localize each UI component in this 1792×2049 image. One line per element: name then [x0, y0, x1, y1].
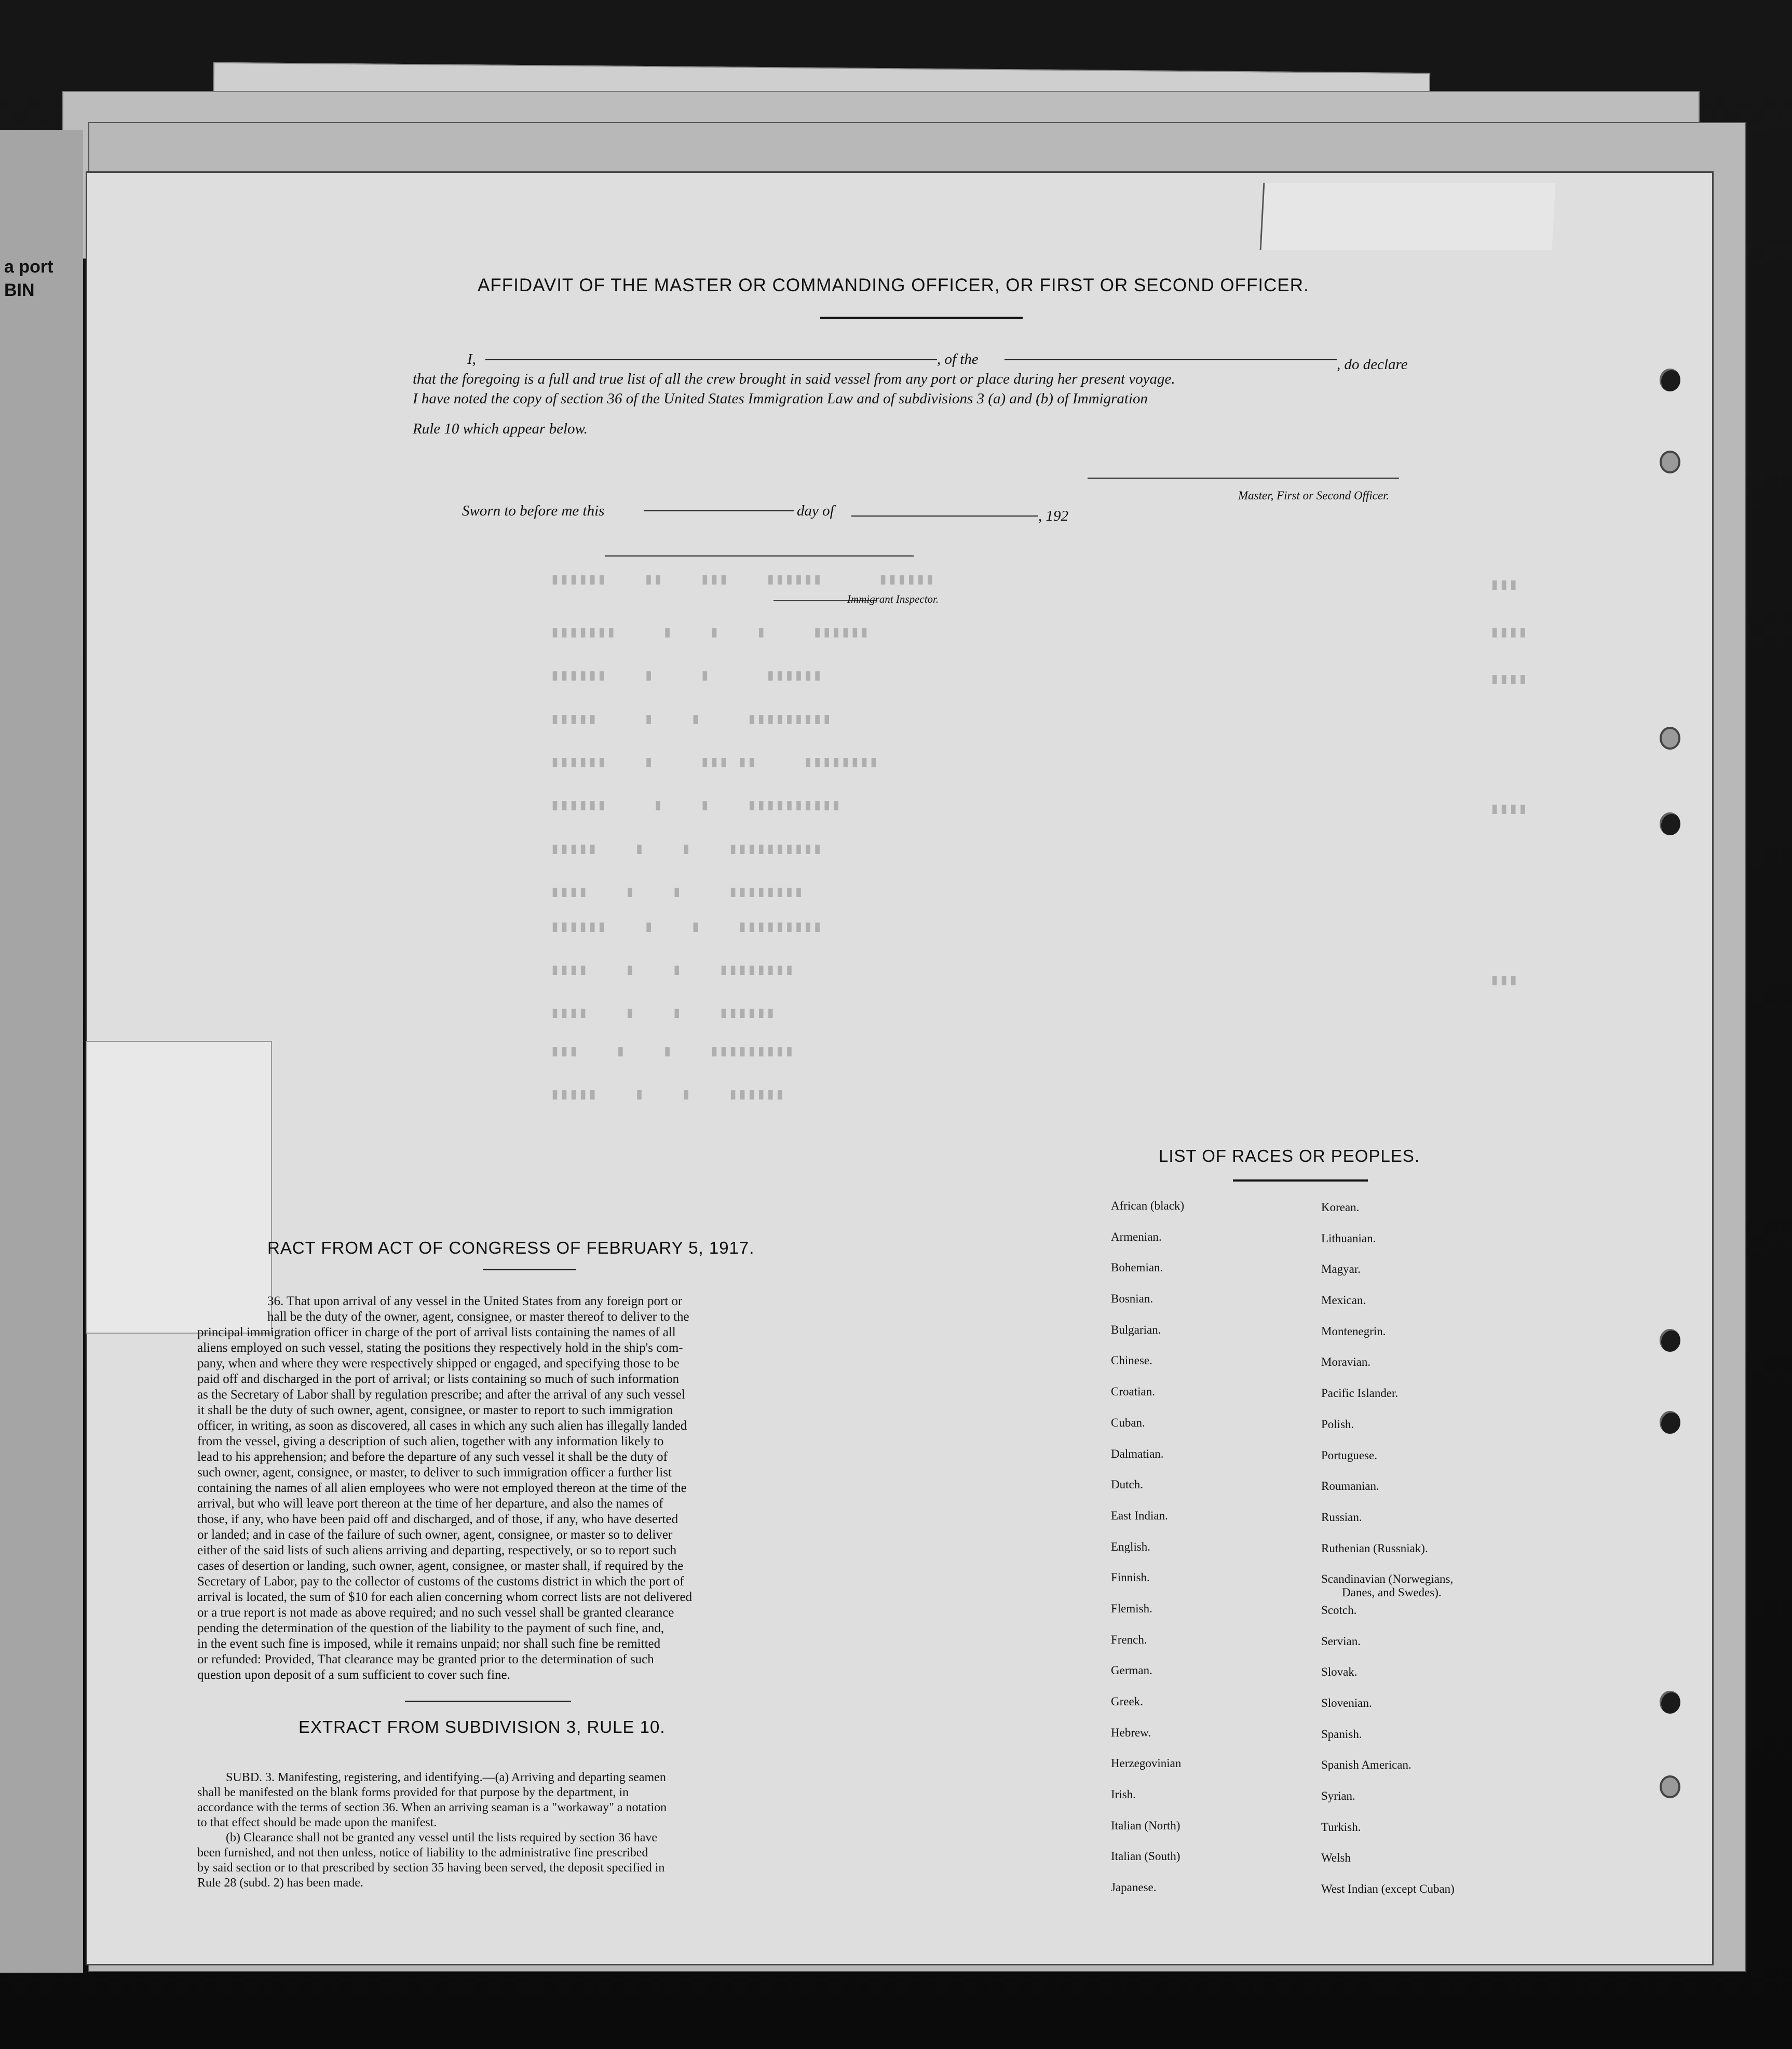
- bleed-through-mark: ▮▮▮: [1490, 971, 1518, 989]
- races-title-underline: [1233, 1179, 1368, 1182]
- act-title-underline: [483, 1269, 576, 1270]
- bleed-through-mark: ▮▮▮▮▮▮▮▮ ▮ ▮ ▮▮▮▮: [550, 883, 804, 901]
- bleed-through-mark: ▮▮▮▮▮▮▮▮▮ ▮ ▮ ▮▮▮▮▮: [550, 710, 832, 728]
- sworn-day-line[interactable]: [644, 510, 794, 511]
- race-item: Dutch.: [1111, 1478, 1143, 1491]
- punch-hole: [1660, 369, 1680, 391]
- race-item: Russian.: [1321, 1510, 1362, 1524]
- year-label: , 192: [1038, 508, 1068, 524]
- race-item: Lithuanian.: [1321, 1231, 1376, 1245]
- race-item: Spanish American.: [1321, 1758, 1411, 1772]
- race-item: Slovak.: [1321, 1665, 1357, 1679]
- act-extract-title: RACT FROM ACT OF CONGRESS OF FEBRUARY 5, 1917.: [267, 1238, 755, 1257]
- race-item-continuation: Danes, and Swedes).: [1342, 1586, 1442, 1599]
- race-item: Croatian.: [1111, 1385, 1155, 1399]
- race-item: Chinese.: [1111, 1354, 1152, 1367]
- master-signature-line[interactable]: [1088, 478, 1399, 479]
- bleed-through-mark: ▮▮▮▮▮▮▮▮▮ ▮ ▮ ▮▮▮▮▮▮: [550, 917, 822, 935]
- affidavit-line-3: Rule 10 which appear below.: [413, 420, 588, 437]
- race-item: Ruthenian (Russniak).: [1321, 1541, 1428, 1555]
- race-item: German.: [1111, 1664, 1152, 1677]
- race-item: Welsh: [1321, 1851, 1351, 1865]
- race-item: Hebrew.: [1111, 1726, 1151, 1739]
- affidavit-title: AFFIDAVIT OF THE MASTER OR COMMANDING OFFICER, OR FIRST OR SECOND OFFICER.: [478, 275, 1309, 295]
- race-item: East Indian.: [1111, 1509, 1168, 1522]
- race-item: Servian.: [1321, 1634, 1361, 1648]
- bleed-through-mark: ▮▮▮: [1490, 575, 1518, 593]
- sworn-label: Sworn to before me this: [462, 503, 605, 519]
- race-item: Turkish.: [1321, 1820, 1361, 1834]
- punch-hole: [1660, 1329, 1680, 1352]
- race-item: Portuguese.: [1321, 1448, 1377, 1462]
- race-item: Greek.: [1111, 1695, 1143, 1708]
- race-item: Italian (North): [1111, 1819, 1180, 1832]
- punch-hole: [1660, 1775, 1680, 1798]
- races-right-column: [1321, 1201, 1455, 1914]
- inspector-signature-line[interactable]: [605, 555, 914, 557]
- race-item: Herzegovinian: [1111, 1757, 1182, 1770]
- master-caption: Master, First or Second Officer.: [1238, 489, 1390, 502]
- bleed-through-mark: ▮▮▮▮▮▮▮▮▮ ▮ ▮ ▮▮▮: [550, 1042, 794, 1060]
- bleed-through-mark: ▮▮▮▮: [1490, 799, 1528, 818]
- race-item: Flemish.: [1111, 1602, 1152, 1615]
- race-item: Spanish.: [1321, 1727, 1362, 1741]
- rule-10-text: SUBD. 3. Manifesting, registering, and identifying.—(a) Arriving and departing seamen shall be manifested on the blank forms provided for that purpose by the department, in accordance with the terms of section 36. When an arriving seaman is a "workaway" a notation to that effect should be made upon the manifest. (b) Clearance shall not be granted any vessel until the lists required by section 36 have been furnished, and not then unless, notice of liability to the administrative fine prescribed by said section or to that prescribed by section 35 having been served, the deposit specified in Rule 28 (subd. 2) has been made.: [197, 1771, 667, 1890]
- race-item: Roumanian.: [1321, 1480, 1379, 1493]
- margin-fragment: BIN: [4, 280, 35, 300]
- punch-hole: [1660, 1411, 1680, 1434]
- inspector-caption: Immigrant Inspector.: [847, 593, 939, 605]
- bleed-through-mark: ▮▮▮▮: [1490, 623, 1528, 641]
- race-item: Finnish.: [1111, 1571, 1150, 1584]
- bleed-through-mark: ▮▮▮▮▮▮ ▮ ▮ ▮▮▮▮: [550, 1003, 776, 1022]
- race-item: Scotch.: [1321, 1603, 1357, 1617]
- day-of-label: day of: [797, 503, 834, 519]
- margin-fragment: a port: [4, 257, 53, 277]
- bleed-through-mark: ▮▮▮▮▮▮ ▮▮▮▮▮▮ ▮▮▮ ▮▮ ▮▮▮▮▮▮: [550, 570, 935, 588]
- race-item: Slovenian.: [1321, 1697, 1372, 1709]
- bleed-through-mark: ▮▮▮▮: [1490, 670, 1528, 688]
- race-item: Bulgarian.: [1111, 1323, 1161, 1336]
- section-divider: [405, 1701, 571, 1702]
- punch-hole: [1660, 451, 1680, 473]
- bleed-through-mark: ▮▮▮▮▮▮▮▮▮▮ ▮ ▮ ▮▮▮▮▮: [550, 839, 822, 858]
- race-item: English.: [1111, 1540, 1151, 1553]
- race-item-line: Scandinavian (Norwegians,: [1321, 1572, 1454, 1586]
- race-item: Bosnian.: [1111, 1292, 1153, 1306]
- race-item: Mexican.: [1321, 1294, 1366, 1307]
- race-item: Bohemian.: [1111, 1261, 1163, 1274]
- race-item: Italian (South): [1111, 1850, 1180, 1863]
- race-item: [1321, 1572, 1455, 1604]
- name-blank-line[interactable]: [485, 359, 937, 360]
- of-the-label: , of the: [937, 351, 979, 368]
- race-item: Pacific Islander.: [1321, 1387, 1399, 1400]
- affidavit-i-label: I,: [467, 351, 476, 368]
- race-item: Syrian.: [1321, 1789, 1355, 1803]
- bleed-through-mark: ▮▮▮▮▮▮ ▮ ▮ ▮▮▮▮▮: [550, 1085, 785, 1103]
- bleed-through-mark: ▮▮▮▮▮▮ ▮ ▮ ▮▮▮▮▮▮: [550, 666, 822, 684]
- vessel-blank-line[interactable]: [1004, 359, 1337, 360]
- race-item: Armenian.: [1111, 1230, 1162, 1243]
- race-item: Magyar.: [1321, 1263, 1361, 1276]
- race-item: Japanese.: [1111, 1881, 1157, 1894]
- race-item: Polish.: [1321, 1417, 1354, 1431]
- race-item: West Indian (except Cuban): [1321, 1882, 1455, 1896]
- left-margin-strip: [0, 130, 83, 1973]
- do-declare-label: , do declare: [1337, 356, 1408, 373]
- race-item: Montenegrin.: [1321, 1324, 1386, 1338]
- race-item: Irish.: [1111, 1788, 1136, 1801]
- punch-hole: [1660, 727, 1680, 750]
- bleed-through-mark: ▮▮▮▮▮▮▮▮ ▮ ▮ ▮▮▮▮: [550, 960, 794, 979]
- bleed-through-mark: ▮▮▮▮▮▮ ▮ ▮ ▮ ▮▮▮▮▮▮▮: [550, 623, 870, 641]
- race-item: Cuban.: [1111, 1416, 1145, 1429]
- punch-hole: [1660, 1691, 1680, 1714]
- rule-extract-title: EXTRACT FROM SUBDIVISION 3, RULE 10.: [298, 1717, 666, 1736]
- paper-patch: [86, 1041, 272, 1334]
- race-item: Moravian.: [1321, 1355, 1371, 1369]
- title-underline: [820, 317, 1023, 319]
- bleed-through-mark: ▮▮▮▮▮▮▮▮▮▮ ▮ ▮ ▮▮▮▮▮▮: [550, 796, 841, 814]
- page-tab: [1260, 183, 1556, 250]
- race-item: Korean.: [1321, 1201, 1360, 1214]
- act-section-36-text: 36. That upon arrival of any vessel in the United States from any foreign port or hall be the duty of the owner, agent, consignee, or master thereof to deliver to the principal immigration officer in charge of the port of arrival lists containing the names of all aliens employed on such vessel, stating the positions they respectively hold in the ship's com- pany, when and where they were respectively shipped or engaged, and specifying those to be paid off and discharged in the port of arrival; or lists containing so much of such information as the Secretary of Labor shall by regulation prescribe; and after the arrival of any such vessel it shall be the duty of such owner, agent, consignee, or master to report to such immigration officer, in writing, as soon as discovered, all cases in which any such alien has illegally landed from the vessel, giving a description of such alien, together with any information likely to lead to his apprehension; and before the departure of any such vessel it shall be the duty of such owner, agent, consignee, or master, to deliver to such immigration officer a further list containing the names of all alien employees who were not employed thereon at the time of the arrival, but who will leave port thereon at the time of her departure, and also the names of those, if any, who have been paid off and discharged, and of those, if any, who have deserted or landed; and in case of the failure of such owner, agent, consignee, or master so to deliver either of the said lists of such aliens arriving and departing, respectively, or so to report such cases of desertion or landing, such owner, agent, consignee, or master shall, if required by the Secretary of Labor, pay to the collector of customs of the customs district in which the port of arrival is located, the sum of $10 for each alien concerning whom correct lists are not delivered or a true report is not made as above required; and no such vessel shall be granted clearance pending the determination of the question of the liability to the payment of such fine, and, in the event such fine is imposed, while it remains unpaid; nor shall such fine be remitted or refunded: Provided, That clearance may be granted prior to the determination of such question upon deposit of a sum sufficient to cover such fine.: [197, 1294, 693, 1682]
- sworn-month-line[interactable]: [851, 515, 1038, 517]
- race-item: French.: [1111, 1633, 1147, 1646]
- manifest-page: [86, 171, 1714, 1965]
- races-left-column: [1111, 1199, 1184, 1912]
- affidavit-line-1: that the foregoing is a full and true list of all the crew brought in said vessel from any port or place during her present voyage.: [413, 371, 1175, 387]
- affidavit-line-2: I have noted the copy of section 36 of the United States Immigration Law and of subdivisions 3 (a) and (b) of Immigration: [413, 390, 1148, 407]
- race-item: African (black): [1111, 1199, 1185, 1212]
- bleed-through-mark: ▮▮▮▮▮▮▮▮ ▮▮ ▮▮▮ ▮ ▮▮▮▮▮▮: [550, 753, 879, 771]
- race-item: Dalmatian.: [1111, 1447, 1164, 1460]
- punch-hole: [1660, 812, 1680, 835]
- races-list-title: LIST OF RACES OR PEOPLES.: [1159, 1146, 1420, 1165]
